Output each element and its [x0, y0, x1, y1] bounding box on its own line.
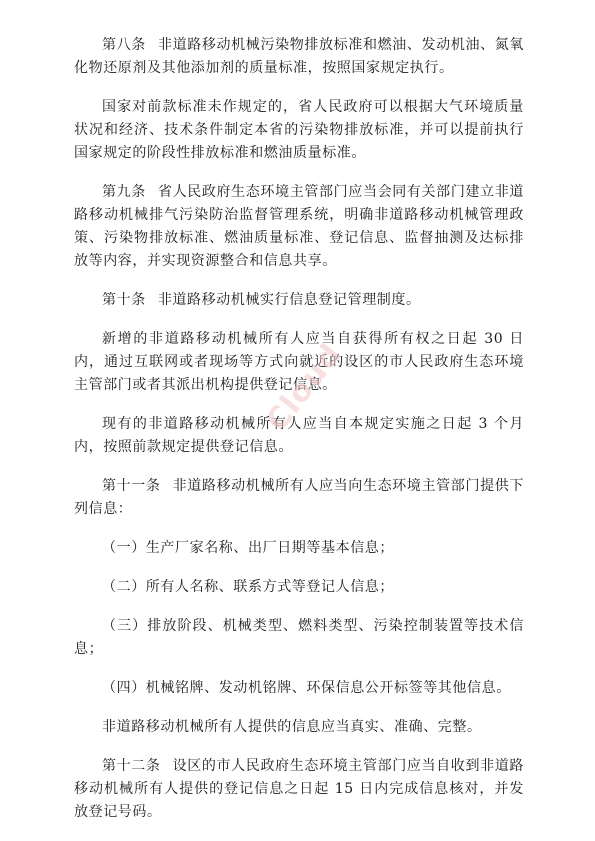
article-number: 第十条 [102, 292, 146, 308]
article-text: 非道路移动机械污染物排放标准和燃油、发动机油、氮氧化物还原剂及其他添加剂的质量标准，按照国家规定执行。 [74, 37, 524, 76]
article-11 [74, 475, 524, 521]
list-item: （二）所有人名称、联系方式等登记人信息； [102, 579, 394, 595]
article-number: 第九条 [102, 184, 146, 200]
article-number: 第八条 [102, 37, 146, 53]
article-10-paragraph-3: 现有的非道路移动机械所有人应当自本规定实施之日起 3 个月内，按照前款规定提供登记信息。 [74, 416, 524, 455]
article-text: 非道路移动机械所有人应当向生态环境主管部门提供下列信息： [74, 478, 524, 517]
article-9 [74, 181, 524, 273]
list-item: （一）生产厂家名称、出厂日期等基本信息； [102, 540, 394, 556]
list-item: （三）排放阶段、机械类型、燃料类型、污染控制装置等技术信息； [74, 618, 524, 657]
article-8 [74, 34, 524, 80]
article-text: 非道路移动机械实行信息登记管理制度。 [157, 292, 421, 308]
article-10-paragraph-2: 新增的非道路移动机械所有人应当自获得所有权之日起 30 日内，通过互联网或者现场等方式向就近的设区的市人民政府生态环境主管部门或者其派出机构提供登记信息。 [74, 331, 524, 393]
article-8-paragraph-2: 国家对前款标准未作规定的，省人民政府可以根据大气环境质量状况和经济、技术条件制定本省的污染物排放标准，并可以提前执行国家规定的阶段性排放标准和燃油质量标准。 [74, 99, 524, 161]
list-item: （四）机械铭牌、发动机铭牌、环保信息公开标签等其他信息。 [102, 680, 511, 696]
watermark-logo: Cloud [259, 337, 350, 438]
article-12 [74, 755, 524, 824]
article-10 [74, 289, 524, 312]
article-number: 第十一条 [102, 478, 161, 494]
article-text: 设区的市人民政府生态环境主管部门应当自收到非道路移动机械所有人提供的登记信息之日起 15 日内完成信息核对，并发放登记号码。 [74, 758, 524, 820]
article-number: 第十二条 [102, 758, 161, 774]
document-page [74, 34, 524, 824]
article-text: 省人民政府生态环境主管部门应当会同有关部门建立非道路移动机械排气污染防治监督管理系统，明确非道路移动机械管理政策、污染物排放标准、燃油质量标准、登记信息、监督抽测及达标排放等内容，并实现资源整合和信息共享。 [74, 184, 524, 269]
article-11-paragraph-2: 非道路移动机械所有人提供的信息应当真实、准确、完整。 [102, 719, 482, 735]
